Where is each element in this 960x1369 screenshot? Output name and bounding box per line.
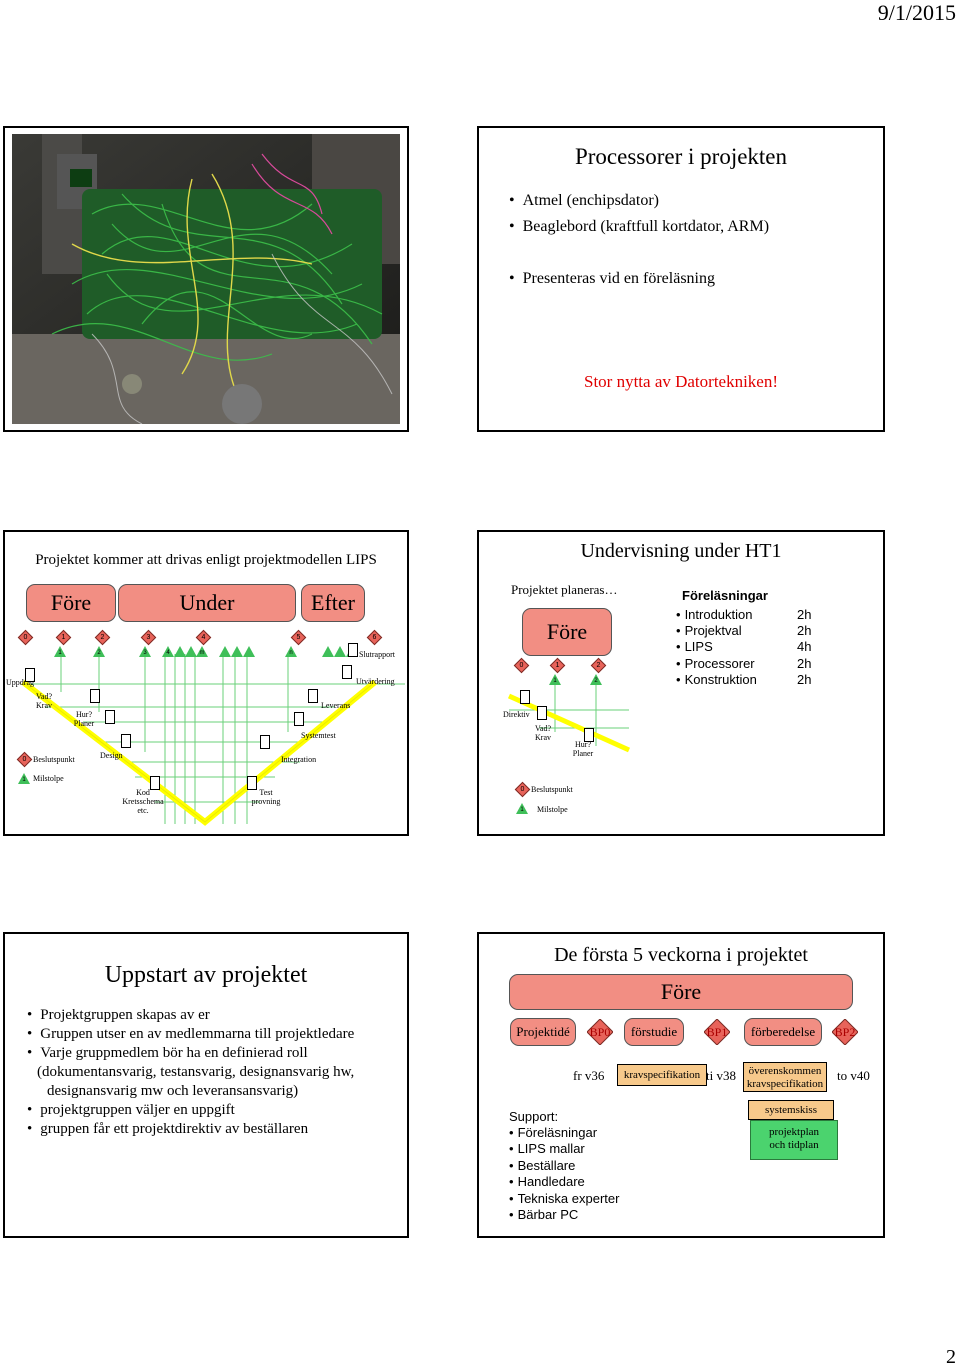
label-systemtest: Systemtest (301, 731, 336, 740)
slide-title: Processorer i projekten (574, 144, 788, 169)
label-hur-planer: Hur? Planer (73, 710, 95, 728)
milestone (231, 646, 243, 657)
milestone (334, 646, 346, 657)
bp1-diamond-icon: BP1 (704, 1019, 730, 1045)
lecture-hours: 2h (797, 623, 812, 638)
legend-milstolpe: Milstolpe (537, 805, 568, 814)
step-forstudie: förstudie (624, 1018, 684, 1046)
document-icon (537, 706, 547, 720)
phase-under: Under (118, 584, 296, 622)
support-tekniska-experter: • Tekniska experter (509, 1191, 619, 1206)
bullet-beaglebord: • Beaglebord (kraftfull kortdator, ARM) (509, 218, 769, 236)
phase-efter: Efter (301, 584, 365, 622)
bp0-diamond-icon: BP0 (587, 1019, 613, 1045)
step-projektide: Projektidé (510, 1018, 576, 1046)
document-icon (308, 689, 318, 703)
week-ti-v38: ti v38 (706, 1068, 736, 1083)
slide-title: Projektet kommer att drivas enligt projektmodellen LIPS (35, 552, 377, 568)
label-kod: Kod Kretsschema etc. (122, 788, 164, 815)
support-bestallare: • Beställare (509, 1158, 575, 1173)
lecture-processorer: • Processorer (676, 656, 755, 671)
bullet-projektledare: • Gruppen utser en av medlemmarna till projektledare (27, 1026, 354, 1043)
document-icon (260, 735, 270, 749)
box-projektplan: projektplan och tidplan (750, 1120, 838, 1160)
bullet-uppgift: • projektgruppen väljer en uppgift (27, 1102, 235, 1119)
lecture-hours: 2h (797, 672, 812, 687)
document-icon (520, 690, 530, 704)
lecture-hours: 4h (797, 639, 812, 654)
document-icon (90, 689, 100, 703)
bp2-diamond-icon: BP2 (832, 1019, 858, 1045)
bullet-atmel: • Atmel (enchipsdator) (509, 192, 659, 210)
photo-circuit-board (12, 134, 400, 424)
bullet-projektgruppen: • Projektgruppen skapas av er (27, 1007, 210, 1024)
slide-undervisning: Undervisning under HT1 Projektet planeras… Före 0 1 2 1 2 Direktiv Vad? Krav Hur? Planer 0 Beslutspunkt 1 Milstolpe Föreläsningar • Introduktion 2h • Projektval 2h • LIPS 4h • Processorer 2h • Konstruktion 2h (477, 530, 885, 836)
support-barbar-pc: • Bärbar PC (509, 1207, 578, 1222)
step-forberedelse: förberedelse (744, 1018, 822, 1046)
page-number: 2 (946, 1346, 956, 1368)
slide-lips-model: Projektet kommer att drivas enligt projektmodellen LIPS Före Under Efter 0 1 2 3 4 5 6 1 2 3 4 m n Uppdrag Vad? Krav Hur? Planer Design Kod Kretsschema etc. Test provning Integration Systemtest Leverans Utvärdering Slutrapport 0 Beslutspunkt 1 Milstolpe (3, 530, 409, 836)
week-fr-v36: fr v36 (573, 1068, 605, 1083)
phase-fore: Före (509, 974, 853, 1010)
slide-processorer (477, 126, 885, 432)
label-leverans: Leverans (321, 701, 351, 710)
support-forelasningar: • Föreläsningar (509, 1125, 597, 1140)
document-icon (121, 734, 131, 748)
lectures-heading: Föreläsningar (682, 588, 768, 603)
bullet-roll: • Varje gruppmedlem bör ha en definierad roll (27, 1045, 308, 1062)
support-handledare: • Handledare (509, 1174, 585, 1189)
document-icon (348, 643, 358, 657)
slide-forsta-veckorna (477, 932, 885, 1238)
bullet-projektdirektiv: • gruppen får ett projektdirektiv av beställaren (27, 1121, 308, 1138)
milestone (322, 646, 334, 657)
week-to-v40: to v40 (837, 1068, 870, 1083)
lecture-hours: 2h (797, 607, 812, 622)
box-kravspecifikation: kravspecifikation (617, 1064, 707, 1086)
slide-title: De första 5 veckorna i projektet (554, 944, 808, 966)
role-continuation-1: (dokumentansvarig, testansvarig, designansvarig hw, (37, 1064, 355, 1080)
phase-fore: Före (522, 608, 612, 656)
label-integration: Integration (281, 755, 317, 764)
lecture-projektval: • Projektval (676, 623, 742, 638)
legend-beslutspunkt: Beslutspunkt (531, 785, 573, 794)
milestone (219, 646, 231, 657)
document-icon (294, 712, 304, 726)
phase-fore: Före (26, 584, 116, 622)
milestone (243, 646, 255, 657)
highlight-text: Stor nytta av Datortekniken! (583, 372, 779, 391)
label-slutrapport: Slutrapport (359, 650, 395, 659)
label-uppdrag: Uppdrag (6, 678, 34, 687)
label-vad-krav: Vad? Krav (36, 692, 52, 710)
lecture-hours: 2h (797, 656, 812, 671)
lecture-introduktion: • Introduktion (676, 607, 753, 622)
slide-uppstart (3, 932, 409, 1238)
box-overenskommen-kravspecifikation: överenskommen kravspecifikation (743, 1062, 827, 1092)
lips-v-diagram (5, 532, 409, 836)
label-utvardering: Utvärdering (356, 677, 395, 686)
slide-title: Uppstart av projektet (104, 962, 308, 988)
label-direktiv: Direktiv (503, 710, 530, 719)
label-planeras: Projektet planeras… (511, 582, 618, 597)
support-heading: Support: (509, 1109, 559, 1124)
legend-beslutspunkt: Beslutspunkt (33, 755, 75, 764)
box-systemskiss: systemskiss (748, 1100, 834, 1120)
bullet-forelasning: • Presenteras vid en föreläsning (509, 270, 715, 288)
document-icon (342, 665, 352, 679)
page-date: 9/1/2015 (877, 0, 956, 25)
label-design: Design (100, 751, 123, 760)
slide-photo (3, 126, 409, 432)
slide-title: Undervisning under HT1 (580, 540, 782, 562)
photo-illustration (12, 134, 400, 424)
lecture-konstruktion: • Konstruktion (676, 672, 757, 687)
lecture-lips: • LIPS (676, 639, 713, 654)
role-continuation-2: designansvarig mw och leveransansvarig) (47, 1083, 299, 1099)
label-test-provning: Test provning (251, 788, 281, 806)
label-vad-krav: Vad? Krav (535, 724, 551, 742)
support-lips-mallar: • LIPS mallar (509, 1141, 585, 1156)
legend-milstolpe: Milstolpe (33, 774, 64, 783)
label-hur-planer: Hur? Planer (572, 740, 594, 758)
document-icon (105, 710, 115, 724)
